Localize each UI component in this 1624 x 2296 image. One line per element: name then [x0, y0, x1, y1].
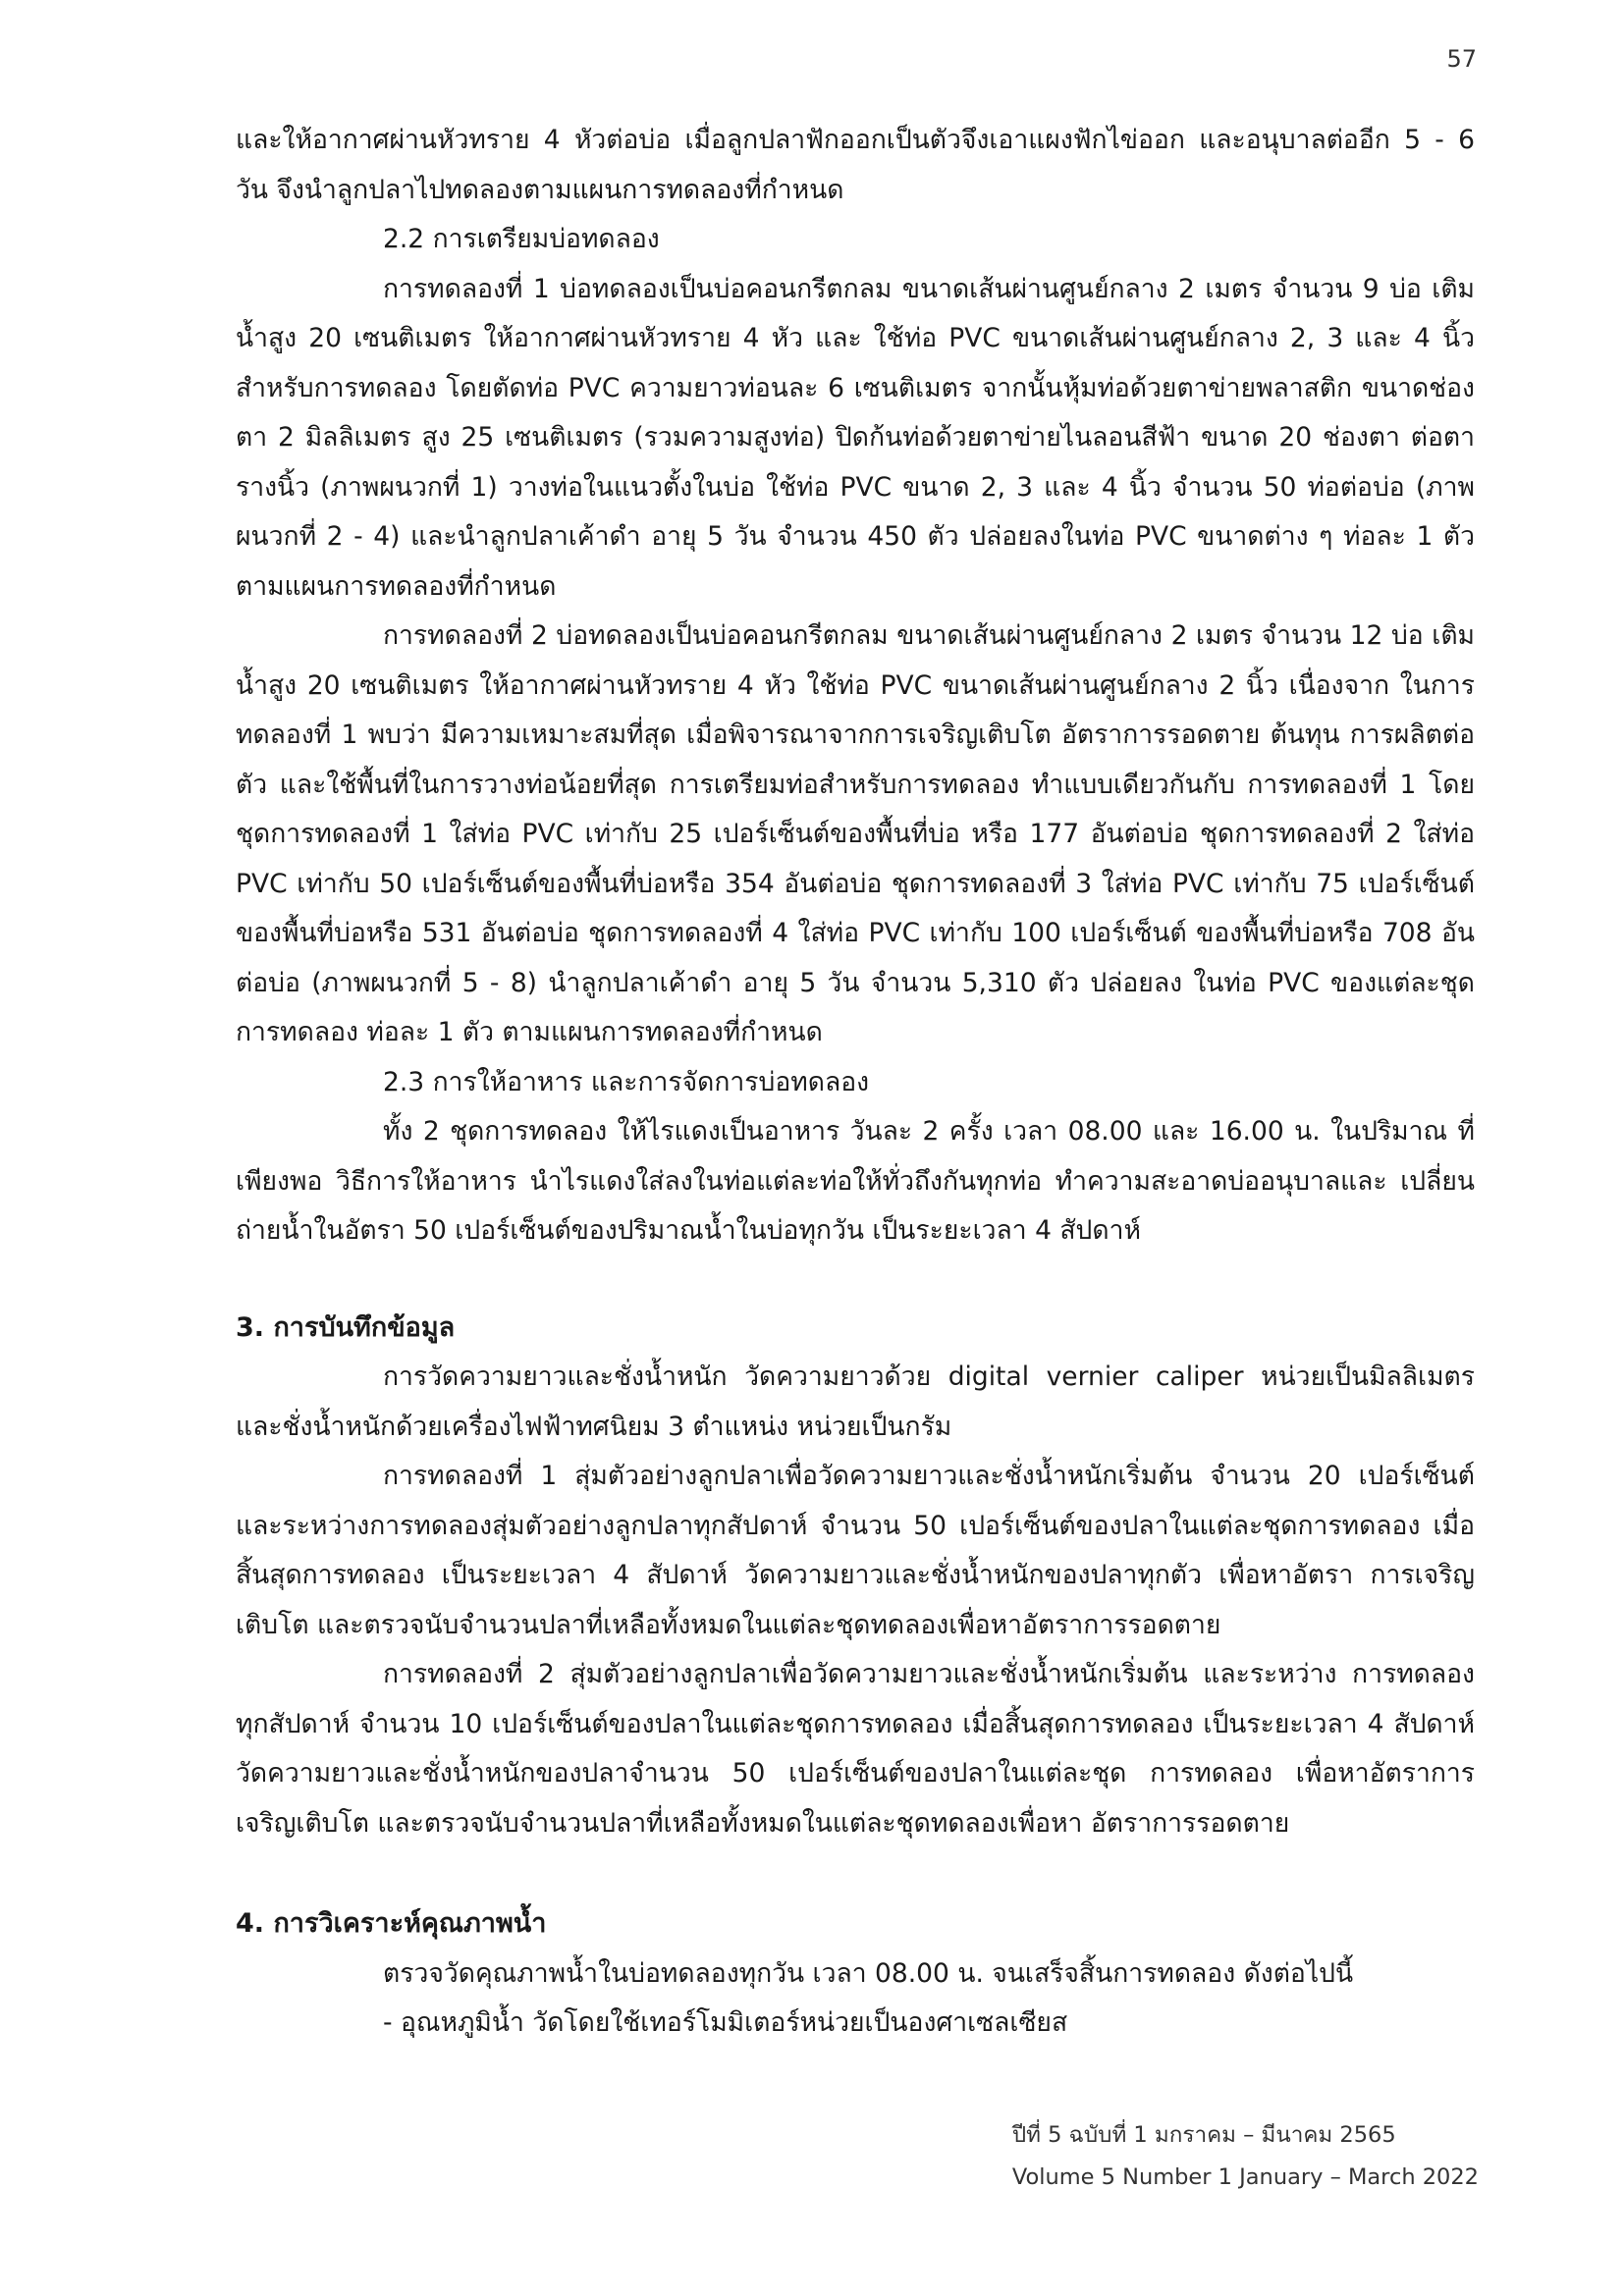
- footer-english-issue: Volume 5 Number 1 January – March 2022: [1011, 2164, 1479, 2190]
- paragraph-feeding: ทั้ง 2 ชุดการทดลอง ให้ไรแดงเป็นอาหาร วันละ 2 ครั้ง เวลา 08.00 และ 16.00 น. ในปริมาณ ที่เพียงพอ วิธีการให้อาหาร นำไรแดงใส่ลงในท่อแต่ละท่อให้ทั่วถึงกันทุกท่อ ทำความสะอาดบ่ออนุบาลและ เปลี่ยนถ่ายน้ำในอัตรา 50 เปอร์เซ็นต์ของปริมาณน้ำในบ่อทุกวัน เป็นระยะเวลา 4 สัปดาห์: [236, 1116, 1475, 1246]
- section-heading-data-recording: 3. การบันทึกข้อมูล: [236, 1311, 456, 1343]
- paragraph-recording-experiment-1: การทดลองที่ 1 สุ่มตัวอย่างลูกปลาเพื่อวัดความยาวและชั่งน้ำหนักเริ่มต้น จำนวน 20 เปอร์เซ็นต์ และระหว่างการทดลองสุ่มตัวอย่างลูกปลาทุกสัปดาห์ จำนวน 50 เปอร์เซ็นต์ของปลาในแต่ละชุดการทดลอง เมื่อสิ้นสุดการทดลอง เป็นระยะเวลา 4 สัปดาห์ วัดความยาวและชั่งน้ำหนักของปลาทุกตัว เพื่อหาอัตรา การเจริญเติบโต และตรวจนับจำนวนปลาที่เหลือทั้งหมดในแต่ละชุดทดลองเพื่อหาอัตราการรอดตาย: [236, 1461, 1475, 1640]
- paragraph-experiment-1: การทดลองที่ 1 บ่อทดลองเป็นบ่อคอนกรีตกลม ขนาดเส้นผ่านศูนย์กลาง 2 เมตร จำนวน 9 บ่อ เติมน้ำสูง 20 เซนติเมตร ให้อากาศผ่านหัวทราย 4 หัว และ ใช้ท่อ PVC ขนาดเส้นผ่านศูนย์กลาง 2, 3 และ 4 นิ้ว สำหรับการทดลอง โดยตัดท่อ PVC ความยาวท่อนละ 6 เซนติเมตร จากนั้นหุ้มท่อด้วยตาข่ายพลาสติก ขนาดช่องตา 2 มิลลิเมตร สูง 25 เซนติเมตร (รวมความสูงท่อ) ปิดก้นท่อด้วยตาข่ายไนลอนสีฟ้า ขนาด 20 ช่องตา ต่อตารางนิ้ว (ภาพผนวกที่ 1) วางท่อในแนวตั้งในบ่อ ใช้ท่อ PVC ขนาด 2, 3 และ 4 นิ้ว จำนวน 50 ท่อต่อบ่อ (ภาพผนวกที่ 2 - 4) และนำลูกปลาเค้าดำ อายุ 5 วัน จำนวน 450 ตัว ปล่อยลงในท่อ PVC ขนาดต่าง ๆ ท่อละ 1 ตัว ตามแผนการทดลองที่กำหนด: [236, 273, 1475, 602]
- page-number: 57: [1446, 45, 1477, 73]
- paragraph-measurement: การวัดความยาวและชั่งน้ำหนัก วัดความยาวด้วย digital vernier caliper หน่วยเป็นมิลลิเมตร และชั่งน้ำหนักด้วยเครื่องไฟฟ้าทศนิยม 3 ตำแหน่ง หน่วยเป็นกรัม: [236, 1362, 1475, 1442]
- subheading-pond-preparation: 2.2 การเตรียมบ่อทดลอง: [383, 224, 660, 254]
- paragraph-experiment-2: การทดลองที่ 2 บ่อทดลองเป็นบ่อคอนกรีตกลม ขนาดเส้นผ่านศูนย์กลาง 2 เมตร จำนวน 12 บ่อ เติมน้ำสูง 20 เซนติเมตร ให้อากาศผ่านหัวทราย 4 หัว ใช้ท่อ PVC ขนาดเส้นผ่านศูนย์กลาง 2 นิ้ว เนื่องจาก ในการทดลองที่ 1 พบว่า มีความเหมาะสมที่สุด เมื่อพิจารณาจากการเจริญเติบโต อัตราการรอดตาย ต้นทุน การผลิตต่อตัว และใช้พื้นที่ในการวางท่อน้อยที่สุด การเตรียมท่อสำหรับการทดลอง ทำแบบเดียวกันกับ การทดลองที่ 1 โดยชุดการทดลองที่ 1 ใส่ท่อ PVC เท่ากับ 25 เปอร์เซ็นต์ของพื้นที่บ่อ หรือ 177 อันต่อบ่อ ชุดการทดลองที่ 2 ใส่ท่อ PVC เท่ากับ 50 เปอร์เซ็นต์ของพื้นที่บ่อหรือ 354 อันต่อบ่อ ชุดการทดลองที่ 3 ใส่ท่อ PVC เท่ากับ 75 เปอร์เซ็นต์ของพื้นที่บ่อหรือ 531 อันต่อบ่อ ชุดการทดลองที่ 4 ใส่ท่อ PVC เท่ากับ 100 เปอร์เซ็นต์ ของพื้นที่บ่อหรือ 708 อันต่อบ่อ (ภาพผนวกที่ 5 - 8) นำลูกปลาเค้าดำ อายุ 5 วัน จำนวน 5,310 ตัว ปล่อยลง ในท่อ PVC ของแต่ละชุดการทดลอง ท่อละ 1 ตัว ตามแผนการทดลองที่กำหนด: [236, 620, 1475, 1047]
- journal-footer: [1012, 2114, 1479, 2199]
- paragraph-water-quality: ตรวจวัดคุณภาพน้ำในบ่อทดลองทุกวัน เวลา 08.00 น. จนเสร็จสิ้นการทดลอง ดังต่อไปนี้: [383, 1957, 1354, 1989]
- body-text: [236, 116, 1475, 2049]
- subheading-feeding: 2.3 การให้อาหาร และการจัดการบ่อทดลอง: [383, 1066, 870, 1097]
- footer-thai-issue: ปีที่ 5 ฉบับที่ 1 มกราคม – มีนาคม 2565: [1011, 2122, 1396, 2148]
- section-heading-water-quality: 4. การวิเคราะห์คุณภาพน้ำ: [236, 1908, 547, 1939]
- paragraph-recording-experiment-2: การทดลองที่ 2 สุ่มตัวอย่างลูกปลาเพื่อวัดความยาวและชั่งน้ำหนักเริ่มต้น และระหว่าง การทดลองทุกสัปดาห์ จำนวน 10 เปอร์เซ็นต์ของปลาในแต่ละชุดการทดลอง เมื่อสิ้นสุดการทดลอง เป็นระยะเวลา 4 สัปดาห์ วัดความยาวและชั่งน้ำหนักของปลาจำนวน 50 เปอร์เซ็นต์ของปลาในแต่ละชุด การทดลอง เพื่อหาอัตราการเจริญเติบโต และตรวจนับจำนวนปลาที่เหลือทั้งหมดในแต่ละชุดทดลองเพื่อหา อัตราการรอดตาย: [236, 1659, 1475, 1839]
- paragraph-continuation: และให้อากาศผ่านหัวทราย 4 หัวต่อบ่อ เมื่อลูกปลาฟักออกเป็นตัวจึงเอาแผงฟักไข่ออก และอนุบาลต่ออีก 5 - 6 วัน จึงนำลูกปลาไปทดลองตามแผนการทดลองที่กำหนด: [236, 125, 1475, 205]
- list-item-water-temperature: - อุณหภูมิน้ำ วัดโดยใช้เทอร์โมมิเตอร์หน่วยเป็นองศาเซลเซียส: [383, 2007, 1068, 2038]
